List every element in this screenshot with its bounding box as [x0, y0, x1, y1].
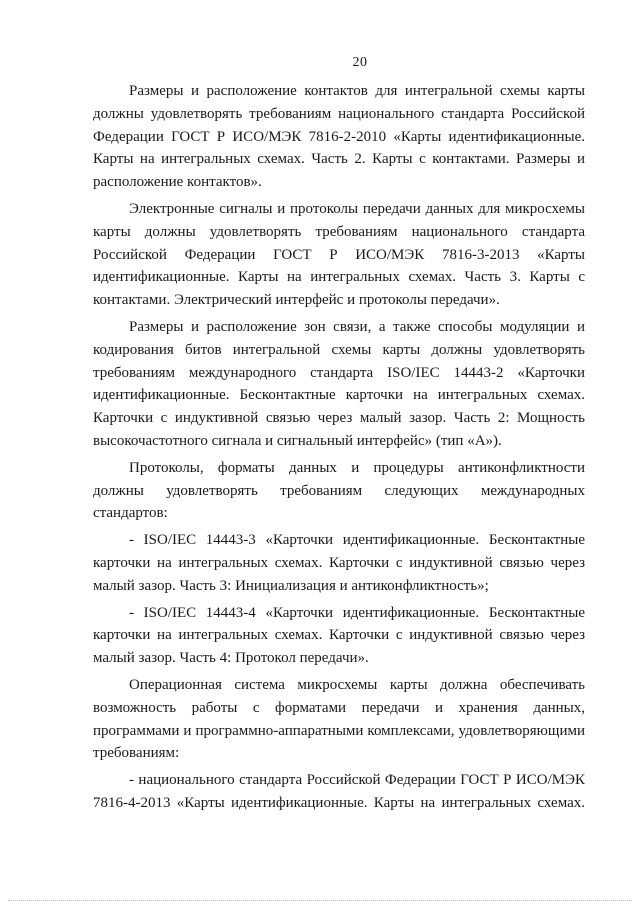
list-item-iso-14443-4: - ISO/IEC 14443-4 «Карточки идентификационные. Бесконтактные карточки на интегральных схемах. Карточки с индуктивной связью через малый зазор. Часть 4: Протокол передачи». — [93, 604, 585, 667]
document-body — [93, 80, 585, 819]
page-number: 20 — [352, 55, 368, 70]
paragraph-coupling-zones: Размеры и расположение зон связи, а также способы модуляции и кодирования битов интегральной схемы карты должны удовлетворять требованиям международного стандарта ISO/IEC 14443-2 «Карточки идентификационные. Бесконтактные карточки на интегральных схемах. Карточки с индуктивной связью через малый зазор. Часть 2: Мощность высокочастотного сигнала и сигнальный интерфейс» (тип «А»). — [93, 318, 585, 449]
paragraph-protocols-intro: Протоколы, форматы данных и процедуры антиконфликтности должны удовлетворять требованиям следующих международных стандартов: — [93, 459, 585, 522]
paragraph-electronic-signals: Электронные сигналы и протоколы передачи данных для микросхемы карты должны удовлетворять требованиям национального стандарта Российской Федерации ГОСТ Р ИСО/МЭК 7816-3-2013 «Карты идентификационные. Карты на интегральных схемах. Часть 3. Карты с контактами. Электрический интерфейс и протоколы передачи». — [93, 200, 585, 309]
list-item-gost-7816-4: - национального стандарта Российской Федерации ГОСТ Р ИСО/МЭК 7816-4-2013 «Карты идентификационные. Карты на интегральных схемах. — [93, 772, 585, 811]
list-item-iso-14443-3: - ISO/IEC 14443-3 «Карточки идентификационные. Бесконтактные карточки на интегральных схемах. Карточки с индуктивной связью через малый зазор. Часть 3: Инициализация и антиконфликтность»; — [93, 532, 585, 594]
scan-bottom-edge — [8, 899, 632, 901]
paragraph-contact-dimensions: Размеры и расположение контактов для интегральной схемы карты должны удовлетворять требованиям национального стандарта Российской Федерации ГОСТ Р ИСО/МЭК 7816-2-2010 «Карты идентификационные. Карты на интегральных схемах. Часть 2. Карты с контактами. Размеры и расположение контактов». — [93, 83, 585, 191]
paragraph-operating-system: Операционная система микросхемы карты должна обеспечивать возможность работы с форматами передачи и хранения данных, программами и программно-аппаратными комплексами, удовлетворяющими требованиям: — [93, 676, 585, 762]
